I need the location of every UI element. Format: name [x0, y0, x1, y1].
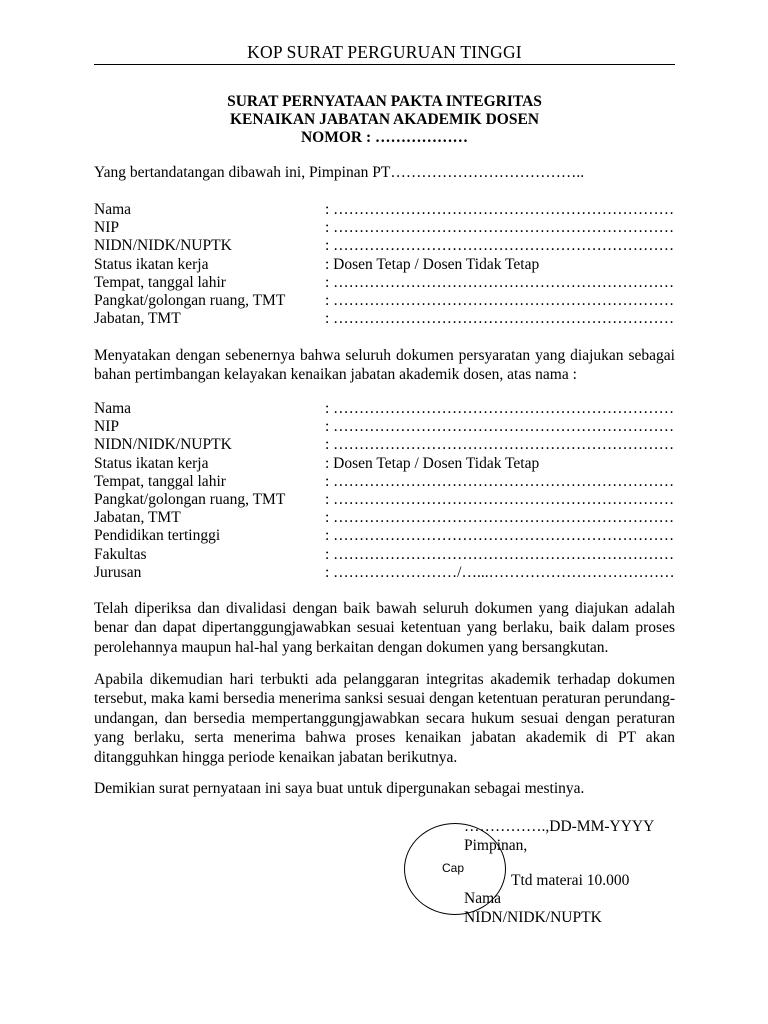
field-row [94, 310, 675, 328]
field-value: : ………………………………………………………… [325, 310, 675, 328]
field-value: : ………………………………………………………… [325, 291, 675, 309]
sanction-paragraph: Apabila dikemudian hari terbukti ada pelanggaran integritas akademik terhadap dokumen tersebut, maka kami bersedia menerima sanksi sesuai dengan ketentuan peraturan perundang-undangan, dan bersedia mempertanggungjawabkan secara hukum sesuai dengan peraturan yang berlaku, serta menerima bahwa proses kenaikan jabatan akademik di PT akan ditangguhkan hingga periode kenaikan jabatan berikutnya. [94, 671, 675, 766]
field-label: Tempat, tanggal lahir [94, 472, 226, 490]
field-value: : ………………………………………………………… [325, 472, 675, 490]
field-value: : ………………………………………………………… [325, 201, 675, 218]
field-row [94, 274, 675, 292]
field-label: NIDN/NIDK/NUPTK [94, 237, 232, 255]
field-label: Status ikatan kerja [94, 255, 209, 273]
field-value: : ………………………………………………………… [325, 527, 675, 545]
field-label: Status ikatan kerja [94, 454, 209, 472]
subject-fields [94, 400, 675, 582]
signature-id: NIDN/NIDK/NUPTK [464, 909, 602, 926]
field-value: : ……………………/…...……………………………… [325, 563, 675, 581]
signature-name: Nama [464, 890, 502, 907]
signature-role: Pimpinan, [464, 837, 528, 854]
field-row [94, 527, 675, 545]
field-value: : ………………………………………………………… [325, 237, 675, 255]
field-label: NIDN/NIDK/NUPTK [94, 436, 232, 454]
field-label: Jurusan [94, 563, 142, 581]
intro-text: Yang bertandatangan dibawah ini, Pimpinan PT……………………………….. [94, 164, 585, 181]
field-label: Nama [94, 400, 132, 417]
field-row [94, 201, 675, 219]
materai-note: Ttd materai 10.000 [511, 872, 630, 889]
field-value: : ………………………………………………………… [325, 545, 675, 563]
field-row [94, 256, 675, 274]
document-title-line1: SURAT PERNYATAAN PAKTA INTEGRITAS [227, 93, 542, 110]
signature-place-date: …………….,DD-MM-YYYY [464, 818, 655, 835]
field-row [94, 491, 675, 509]
statement-paragraph: Menyatakan dengan sebenernya bahwa seluruh dokumen persyaratan yang diajukan sebagai bahan pertimbangan kelayakan kenaikan jabatan akademik dosen, atas nama : [94, 347, 675, 384]
field-label: Jabatan, TMT [94, 310, 181, 328]
field-label: Pendidikan tertinggi [94, 527, 221, 545]
field-row [94, 400, 675, 418]
field-value: : ………………………………………………………… [325, 509, 675, 527]
field-label: NIP [94, 219, 119, 237]
field-label: Pangkat/golongan ruang, TMT [94, 291, 286, 309]
field-value: : ………………………………………………………… [325, 219, 675, 237]
field-label: Pangkat/golongan ruang, TMT [94, 490, 286, 508]
document-title-line2: KENAIKAN JABATAN AKADEMIK DOSEN [229, 111, 540, 128]
field-value: : ………………………………………………………… [325, 400, 675, 417]
letterhead-title: KOP SURAT PERGURUAN TINGGI [247, 42, 522, 62]
closing-text: Demikian surat pernyataan ini saya buat untuk dipergunakan sebagai mestinya. [94, 780, 585, 797]
letterhead-rule [94, 64, 675, 65]
field-value: : ………………………………………………………… [325, 490, 675, 508]
field-row [94, 546, 675, 564]
field-label: Fakultas [94, 545, 147, 563]
field-row [94, 473, 675, 491]
signer-fields [94, 201, 675, 328]
field-value: : ………………………………………………………… [325, 273, 675, 291]
field-row [94, 219, 675, 237]
field-label: Tempat, tanggal lahir [94, 273, 226, 291]
verification-paragraph: Telah diperiksa dan divalidasi dengan baik bawah seluruh dokumen yang diajukan adalah benar dan dapat dipertanggungjawabkan sesuai ketentuan yang berlaku, baik dalam proses perolehannya maupun hal-hal yang berkaitan dengan dokumen yang bersangkutan. [94, 600, 675, 656]
field-row [94, 455, 675, 473]
field-label: NIP [94, 418, 119, 436]
document-number: NOMOR : ……………… [300, 129, 469, 146]
field-value: : ………………………………………………………… [325, 436, 675, 454]
stamp-label: Cap [442, 861, 465, 875]
field-label: Jabatan, TMT [94, 509, 181, 527]
field-row [94, 509, 675, 527]
field-row [94, 436, 675, 454]
field-value: : Dosen Tetap / Dosen Tidak Tetap [325, 255, 540, 273]
field-row [94, 418, 675, 436]
field-row [94, 237, 675, 255]
field-row [94, 564, 675, 582]
field-value: : ………………………………………………………… [325, 418, 675, 436]
field-row [94, 292, 675, 310]
field-label: Nama [94, 201, 132, 218]
field-value: : Dosen Tetap / Dosen Tidak Tetap [325, 454, 540, 472]
